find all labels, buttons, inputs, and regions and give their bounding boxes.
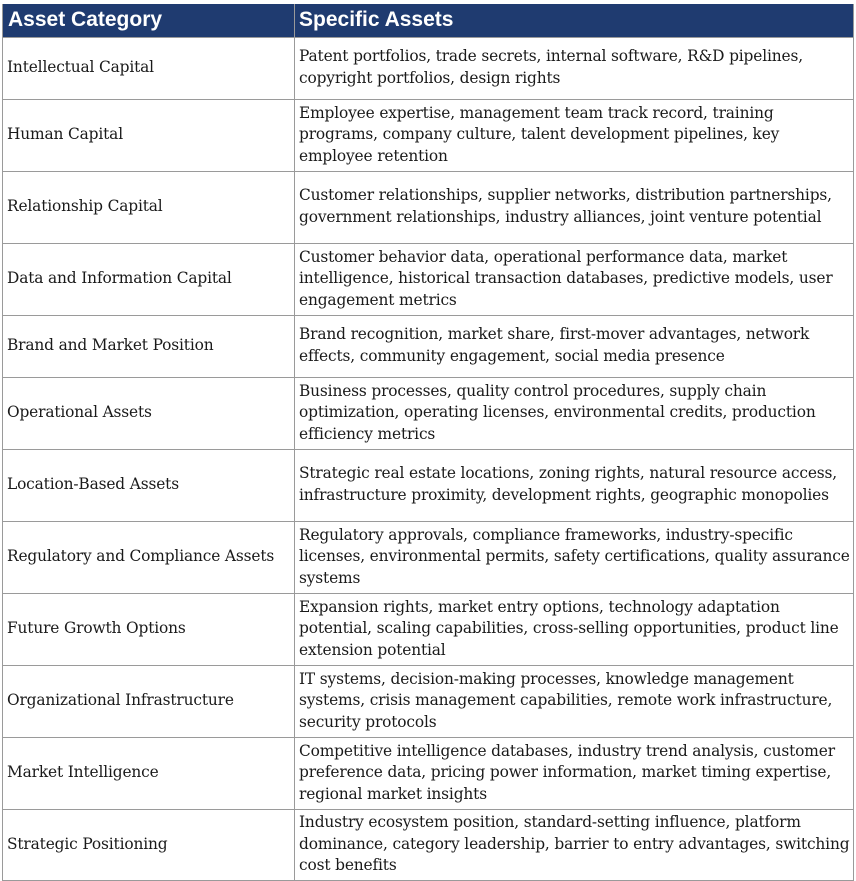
table-row: [3, 521, 854, 593]
assets-cell: Business processes, quality control procedures, supply chain optimization, operating licenses, environmental credits, production efficiency metrics: [295, 377, 854, 449]
assets-cell: Customer relationships, supplier networks, distribution partnerships, government relationships, industry alliances, joint venture potential: [295, 171, 854, 243]
category-cell: Human Capital: [3, 99, 295, 171]
category-cell: Operational Assets: [3, 377, 295, 449]
table-header-row: [3, 4, 854, 37]
table-row: [3, 171, 854, 243]
assets-cell: Brand recognition, market share, first-mover advantages, network effects, community engagement, social media presence: [295, 315, 854, 377]
category-cell: Organizational Infrastructure: [3, 665, 295, 737]
table-row: [3, 99, 854, 171]
category-cell: Strategic Positioning: [3, 809, 295, 880]
assets-cell: Strategic real estate locations, zoning rights, natural resource access, infrastructure proximity, development rights, geographic monopolies: [295, 449, 854, 521]
category-cell: Intellectual Capital: [3, 37, 295, 99]
table-row: [3, 37, 854, 99]
category-cell: Future Growth Options: [3, 593, 295, 665]
assets-cell: Regulatory approvals, compliance frameworks, industry-specific licenses, environmental permits, safety certifications, quality assurance systems: [295, 521, 854, 593]
table-row: [3, 315, 854, 377]
table-row: [3, 243, 854, 315]
category-cell: Data and Information Capital: [3, 243, 295, 315]
assets-cell: Expansion rights, market entry options, technology adaptation potential, scaling capabilities, cross-selling opportunities, product line extension potential: [295, 593, 854, 665]
header-specific-assets: Specific Assets: [295, 4, 854, 37]
table-row: [3, 665, 854, 737]
table-row: [3, 377, 854, 449]
category-cell: Market Intelligence: [3, 737, 295, 809]
category-cell: Relationship Capital: [3, 171, 295, 243]
category-cell: Location-Based Assets: [3, 449, 295, 521]
assets-cell: Patent portfolios, trade secrets, internal software, R&D pipelines, copyright portfolios, design rights: [295, 37, 854, 99]
assets-cell: Competitive intelligence databases, industry trend analysis, customer preference data, pricing power information, market timing expertise, regional market insights: [295, 737, 854, 809]
table-row: [3, 737, 854, 809]
table-row: [3, 449, 854, 521]
assets-cell: Employee expertise, management team track record, training programs, company culture, talent development pipelines, key employee retention: [295, 99, 854, 171]
category-cell: Regulatory and Compliance Assets: [3, 521, 295, 593]
assets-cell: Customer behavior data, operational performance data, market intelligence, historical transaction databases, predictive models, user engagement metrics: [295, 243, 854, 315]
header-asset-category: Asset Category: [3, 4, 295, 37]
asset-table-container: [2, 4, 853, 875]
assets-cell: Industry ecosystem position, standard-setting influence, platform dominance, category leadership, barrier to entry advantages, switching cost benefits: [295, 809, 854, 880]
category-cell: Brand and Market Position: [3, 315, 295, 377]
table-row: [3, 809, 854, 880]
assets-cell: IT systems, decision-making processes, knowledge management systems, crisis management capabilities, remote work infrastructure, security protocols: [295, 665, 854, 737]
asset-table: [2, 4, 854, 881]
table-row: [3, 593, 854, 665]
